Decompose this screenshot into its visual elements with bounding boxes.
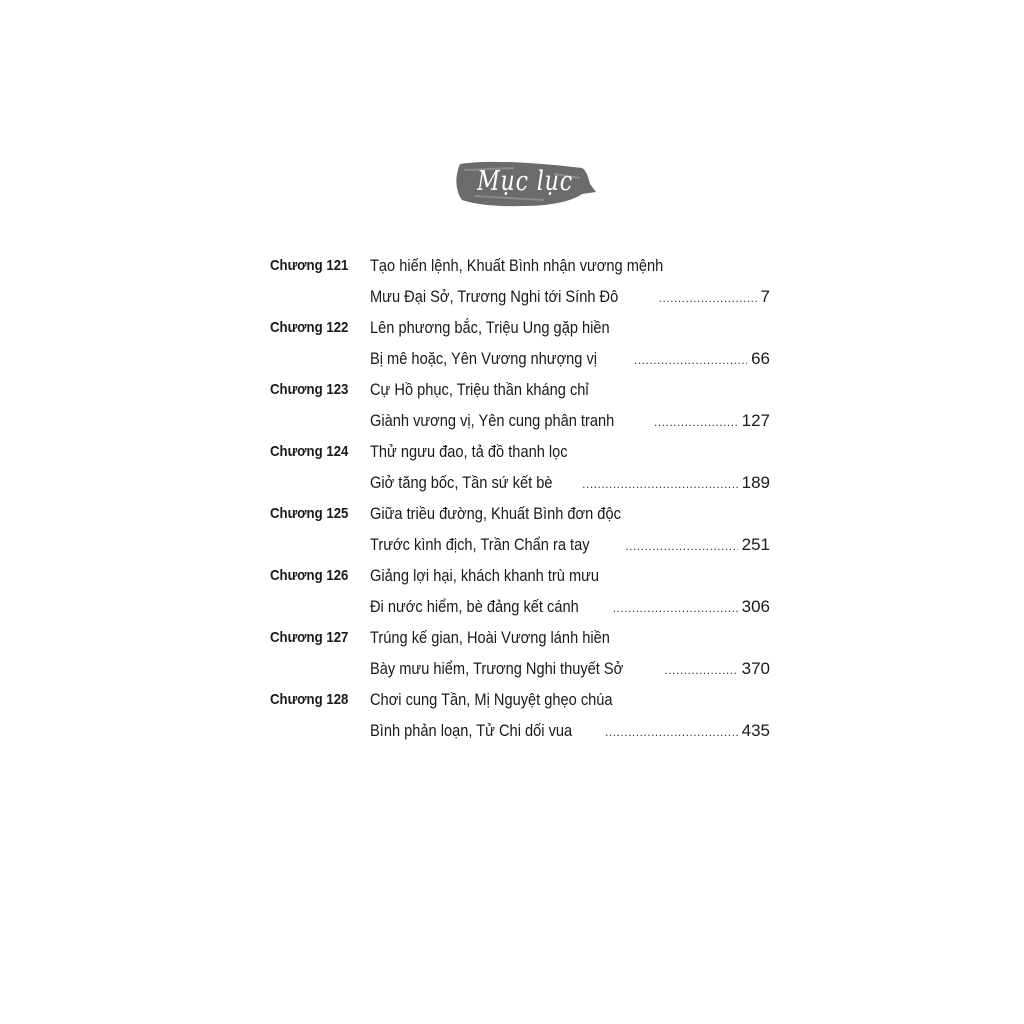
toc-chapter-row-second [270, 529, 770, 560]
toc-chapter-row [270, 560, 770, 591]
toc-entry-leader [370, 405, 770, 438]
page-number: 370 [741, 659, 770, 678]
toc-chapter-row-second [270, 653, 770, 684]
toc-chapter-row-second [270, 591, 770, 622]
toc-chapter-row-second [270, 405, 770, 436]
toc-chapter-row-second [270, 281, 770, 312]
chapter-title-line1: Giữa triều đường, Khuất Bình đơn độc [370, 504, 621, 523]
chapter-title-line2: Đi nước hiểm, bè đảng kết cánh [370, 597, 579, 616]
chapter-title-line2: Trước kình địch, Trần Chẩn ra tay [370, 535, 590, 554]
chapter-title-line2: Giành vương vị, Yên cung phân tranh [370, 411, 615, 430]
chapter-title-line2: Bị mê hoặc, Yên Vương nhượng vị [370, 349, 598, 368]
chapter-number: Chương 125 [270, 505, 349, 522]
toc-entry-leader [370, 591, 770, 624]
chapter-number: Chương 123 [270, 381, 349, 398]
chapter-number: Chương 122 [270, 319, 349, 336]
chapter-title-line1: Cự Hồ phục, Triệu thần kháng chỉ [370, 380, 589, 399]
dot-leader [605, 717, 738, 748]
chapter-title-line1: Giảng lợi hại, khách khanh trù mưu [370, 566, 600, 585]
table-of-contents [270, 250, 770, 746]
page-number: 7 [760, 287, 770, 306]
toc-entry-leader [370, 529, 770, 562]
chapter-title-line1: Chơi cung Tần, Mị Nguyệt ghẹo chúa [370, 690, 613, 709]
page-number: 435 [741, 721, 770, 740]
chapter-title-line1: Trúng kế gian, Hoài Vương lánh hiền [370, 628, 610, 647]
chapter-title-line1: Lên phương bắc, Triệu Ung gặp hiền [370, 318, 610, 337]
chapter-title-line2: Bày mưu hiểm, Trương Nghi thuyết Sở [370, 659, 624, 678]
dot-leader [625, 531, 737, 562]
chapter-title-line2: Bình phản loạn, Tử Chi dối vua [370, 721, 573, 740]
toc-chapter-row-second [270, 343, 770, 374]
toc-entry-leader [370, 653, 770, 686]
toc-chapter-row [270, 436, 770, 467]
chapter-number: Chương 121 [270, 257, 349, 274]
toc-chapter-row [270, 374, 770, 405]
toc-entry-leader [370, 281, 770, 314]
chapter-number: Chương 127 [270, 629, 349, 646]
dot-leader [654, 407, 738, 438]
dot-leader [634, 345, 747, 376]
page-number: 66 [751, 349, 770, 368]
toc-chapter-row-second [270, 715, 770, 746]
dot-leader [665, 655, 738, 686]
page-number: 251 [741, 535, 770, 554]
dot-leader [613, 593, 738, 624]
chapter-number: Chương 124 [270, 443, 349, 460]
page-number: 127 [741, 411, 770, 430]
page-number: 189 [741, 473, 770, 492]
chapter-title-line2: Mưu Đại Sở, Trương Nghi tới Sính Đô [370, 287, 619, 306]
chapter-number: Chương 128 [270, 691, 349, 708]
toc-entry-leader [370, 343, 770, 376]
toc-title: Mục lục [477, 166, 573, 197]
dot-leader [659, 283, 757, 314]
toc-entry-leader [370, 715, 770, 748]
dot-leader [582, 469, 737, 500]
toc-chapter-row [270, 684, 770, 715]
chapter-title-line1: Thử ngưu đao, tả đồ thanh lọc [370, 442, 568, 461]
toc-chapter-row-second [270, 467, 770, 498]
toc-chapter-row [270, 498, 770, 529]
toc-chapter-row [270, 250, 770, 281]
toc-entry-leader [370, 467, 770, 500]
chapter-number: Chương 126 [270, 567, 349, 584]
chapter-title-line2: Giở tăng bốc, Tần sứ kết bè [370, 473, 553, 492]
toc-chapter-row [270, 312, 770, 343]
toc-chapter-row [270, 622, 770, 653]
chapter-title-line1: Tạo hiến lệnh, Khuất Bình nhận vương mệnh [370, 256, 664, 275]
page-number: 306 [741, 597, 770, 616]
toc-title-banner [454, 156, 596, 212]
